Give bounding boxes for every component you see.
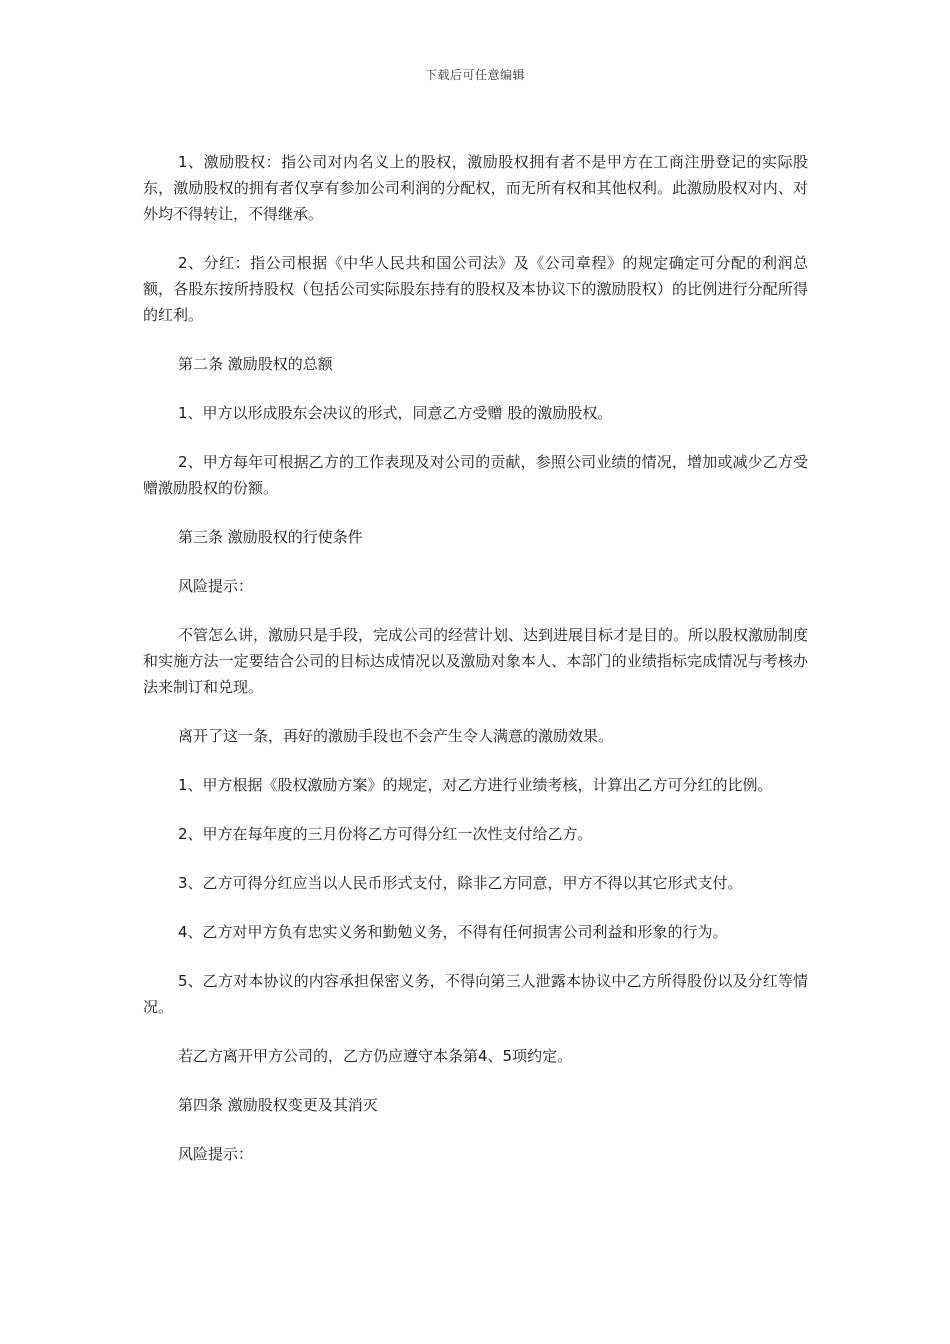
section-heading-article-2: 第二条 激励股权的总额 (178, 355, 333, 373)
paragraph-article-3-item-2: 2、甲方在每年度的三月份将乙方可得分红一次性支付给乙方。 (178, 825, 593, 843)
page-header-note: 下载后可任意编辑 (424, 68, 525, 82)
paragraph-definition-dividend: 2、分红：指公司根据《中华人民共和国公司法》及《公司章程》的规定确定可分配的利润总额，各股东按所持股权（包括公司实际股东持有的股权及本协议下的激励股权）的比例进行分配所得的红利。 (143, 254, 808, 324)
risk-notice-label: 风险提示： (178, 577, 254, 595)
paragraph-article-3-item-3: 3、乙方可得分红应当以人民币形式支付，除非乙方同意，甲方不得以其它形式支付。 (178, 874, 743, 892)
paragraph-definition-incentive-equity: 1、激励股权：指公司对内名义上的股权，激励股权拥有者不是甲方在工商注册登记的实际股东，激励股权的拥有者仅享有参加公司利润的分配权，而无所有权和其他权利。此激励股权对内、对外均不得转让，不得继承。 (143, 153, 808, 223)
section-heading-article-3: 第三条 激励股权的行使条件 (178, 528, 363, 546)
paragraph-article-3-item-5: 5、乙方对本协议的内容承担保密义务，不得向第三人泄露本协议中乙方所得股份以及分红等情况。 (143, 972, 808, 1016)
paragraph-article-3-item-1: 1、甲方根据《股权激励方案》的规定，对乙方进行业绩考核，计算出乙方可分红的比例。 (178, 776, 773, 794)
section-heading-article-4: 第四条 激励股权变更及其消灭 (178, 1096, 378, 1114)
paragraph-risk-conclusion: 离开了这一条，再好的激励手段也不会产生令人满意的激励效果。 (178, 727, 614, 745)
paragraph-article-3-item-4: 4、乙方对甲方负有忠实义务和勤勉义务，不得有任何损害公司利益和形象的行为。 (178, 923, 728, 941)
document-body (143, 149, 808, 1190)
paragraph-risk-explanation: 不管怎么讲，激励只是手段，完成公司的经营计划、达到进展目标才是目的。所以股权激励制度和实施方法一定要结合公司的目标达成情况以及激励对象本人、本部门的业绩指标完成情况与考核办法来制订和兑现。 (143, 626, 809, 696)
paragraph-article-2-item-2: 2、甲方每年可根据乙方的工作表现及对公司的贡献，参照公司业绩的情况，增加或减少乙方受赠激励股权的份额。 (143, 453, 808, 497)
risk-notice-label-2: 风险提示： (178, 1145, 254, 1163)
paragraph-article-2-item-1: 1、甲方以形成股东会决议的形式，同意乙方受赠 股的激励股权。 (178, 404, 613, 422)
paragraph-article-3-departure: 若乙方离开甲方公司的，乙方仍应遵守本条第4、5项约定。 (178, 1047, 573, 1065)
